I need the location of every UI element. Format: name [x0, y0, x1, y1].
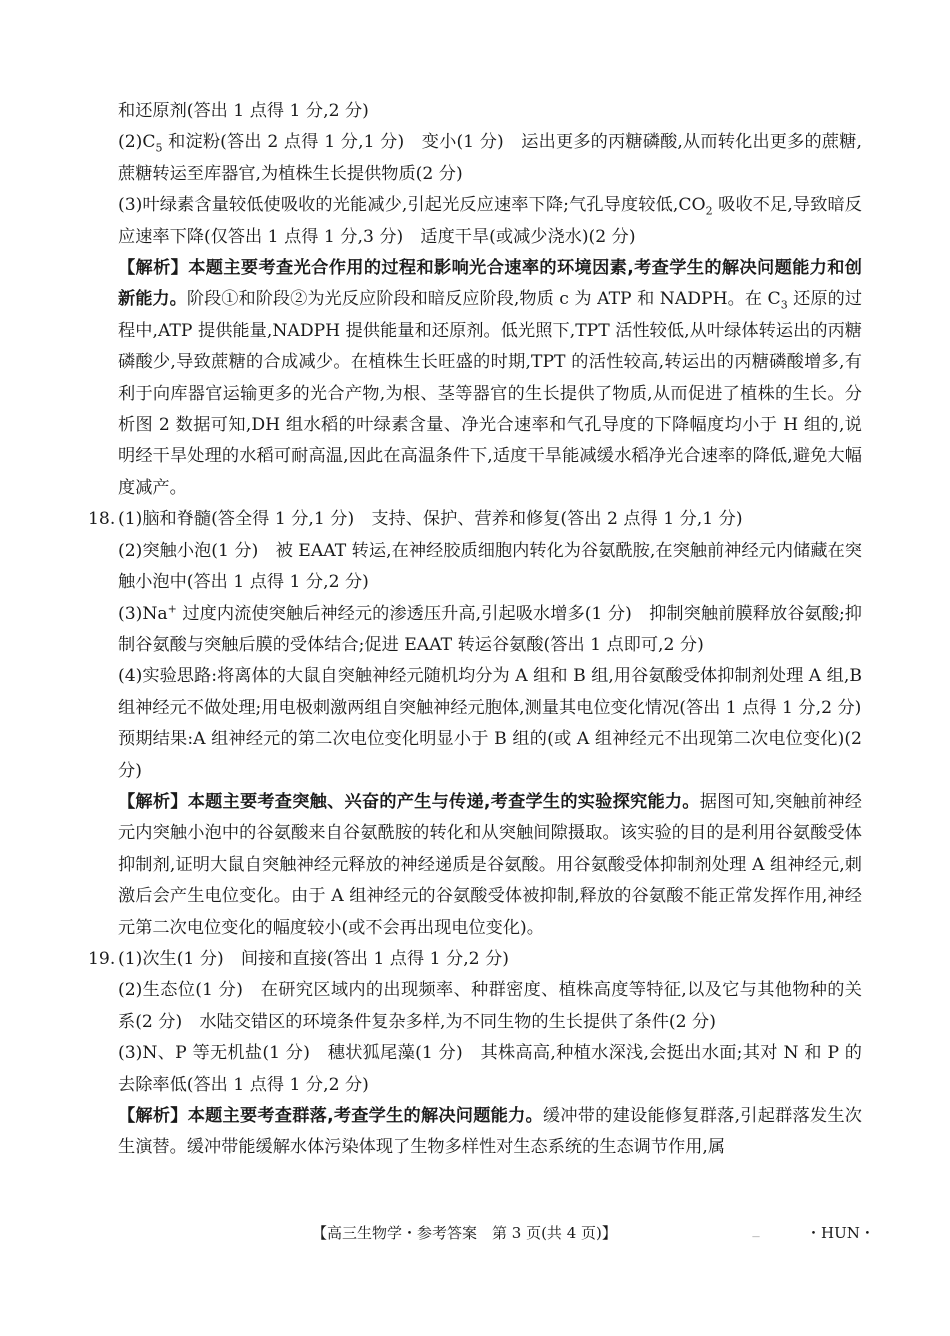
subscript: 3 — [780, 298, 788, 312]
question-19 — [88, 944, 862, 975]
q19-part3-answer: (3)N、P 等无机盐(1 分) 穗状狐尾藻(1 分) 其株高高,种植水深浅,会挺出水面;其对 N 和 P 的去除率低(答出 1 点得 1 分,2 分) — [118, 1043, 862, 1095]
question-number: 18. — [88, 509, 116, 530]
footer-mark: — — [752, 1232, 760, 1241]
analysis-heading: 【解析】本题主要考查光合作用的过程和影响光合速率的环境因素,考查学生的解决问题能力和创新能力。 — [118, 258, 862, 310]
analysis-heading: 【解析】本题主要考查群落,考查学生的解决问题能力。 — [118, 1106, 543, 1126]
text-fragment: (3)Na — [118, 603, 168, 624]
q19-analysis — [118, 1101, 862, 1164]
subscript: 5 — [155, 141, 163, 155]
q18-expected-result: 预期结果:A 组神经元的第二次电位变化明显小于 B 组的(或 A 组神经元不出现第二次电位变化)(2 分) — [118, 729, 862, 781]
text-fragment: (2)C — [118, 132, 156, 153]
question-number: 19. — [88, 948, 116, 969]
q17-part3-answer — [118, 190, 862, 253]
text-fragment: 缓冲带的建设能修复群落,引起群落发生次生演替。缓冲带能缓解水体污染体现了生物多样性对生态系统的生态调节作用,属 — [118, 1106, 862, 1158]
q18-part4-answer: (4)实验思路:将离体的大鼠自突触神经元随机均分为 A 组和 B 组,用谷氨酸受体抑制剂处理 A 组,B 组神经元不做处理;用电极刺激两组自突触神经元胞体,测量其电位变化情况(答出 1 点得 1 分,2 分) — [118, 666, 862, 718]
q18-part2-answer: (2)突触小泡(1 分) 被 EAAT 转运,在神经胶质细胞内转化为谷氨酰胺,在突触前神经元内储藏在突触小泡中(答出 1 点得 1 分,2 分) — [118, 540, 862, 593]
text-fragment: (3)叶绿素含量较低使吸收的光能减少,引起光反应速率下降;气孔导度较低,CO — [118, 195, 706, 216]
analysis-heading: 【解析】本题主要考查突触、兴奋的产生与传递,考查学生的实验探究能力。 — [118, 791, 700, 812]
footer-region-code: ・HUN・ — [806, 1224, 875, 1242]
footer-page-label: 【高三生物学・参考答案 第 3 页(共 4 页)】 — [312, 1224, 617, 1242]
q17-part2-end — [118, 96, 862, 127]
q18-part1-answer: (1)脑和脊髓(答全得 1 分,1 分) 支持、保护、营养和修复(答出 2 点得 1 分,1 分) — [118, 509, 743, 530]
text-fragment: 和还原剂(答出 1 点得 1 分,2 分) — [118, 101, 369, 121]
q18-part3-answer — [118, 599, 862, 662]
text-fragment: 阶段①和阶段②为光反应阶段和暗反应阶段,物质 c 为 ATP 和 NADPH。在 C — [186, 289, 781, 310]
text-fragment: 还原的过程中,ATP 提供能量,NADPH 提供能量和还原剂。低光照下,TPT 活性较低,从叶绿体转运出的丙糖磷酸少,导致蔗糖的合成减少。在植株生长旺盛的时期,TPT 的活性较高,转运出的丙糖磷酸增多,有利于向库器官运输更多的光合产物,为根、茎等器官的生长提供了物质,从而促进了植株的生长。分析图 2 数据可知,DH 组水稻的叶绿素含量、净光合速率和气孔导度的下降幅度均小于 H 组的,说明经干旱处理的水稻可耐高温,因此在高温条件下,适度干旱能减缓水稻净光合速率的降低,避免大幅度减产。 — [118, 289, 863, 498]
q17-part2-answer — [118, 127, 862, 190]
text-fragment: 和淀粉(答出 2 点得 1 分,1 分) 变小(1 分) 运出更多的丙糖磷酸,从而转化出更多的蔗糖,蔗糖转运至库器官,为植株生长提供物质(2 分) — [118, 132, 862, 184]
superscript: + — [167, 601, 177, 615]
page-footer — [0, 1222, 950, 1246]
q19-part2-answer: (2)生态位(1 分) 在研究区域内的出现频率、种群密度、植株高度等特征,以及它与其他物种的关系(2 分) 水陆交错区的环境条件复杂多样,为不同生物的生长提供了条件(2 分) — [118, 980, 862, 1032]
text-fragment: 吸收不足,导致暗反应速率下降(仅答出 1 点得 1 分,3 分) 适度干旱(或减少浇水)(2 分) — [118, 195, 862, 247]
answer-page — [88, 96, 863, 1164]
question-18 — [88, 504, 862, 535]
q18-analysis — [118, 787, 862, 944]
q17-analysis — [118, 253, 862, 504]
subscript: 2 — [705, 204, 713, 218]
q19-part1-answer: (1)次生(1 分) 间接和直接(答出 1 点得 1 分,2 分) — [118, 948, 509, 969]
text-fragment: 过度内流使突触后神经元的渗透压升高,引起吸水增多(1 分) 抑制突触前膜释放谷氨酸;抑制谷氨酸与突触后膜的受体结合;促进 EAAT 转运谷氨酸(答出 1 点即可,2 分) — [118, 603, 862, 655]
text-fragment: 据图可知,突触前神经元内突触小泡中的谷氨酸来自谷氨酰胺的转化和从突触间隙摄取。该实验的目的是利用谷氨酸受体抑制剂,证明大鼠自突触神经元释放的神经递质是谷氨酸。用谷氨酸受体抑制剂处理 A 组神经元,刺激后会产生电位变化。由于 A 组神经元的谷氨酸受体被抑制,释放的谷氨酸不能正常发挥作用,神经元第二次电位变化的幅度较小(或不会再出现电位变化)。 — [118, 791, 862, 938]
